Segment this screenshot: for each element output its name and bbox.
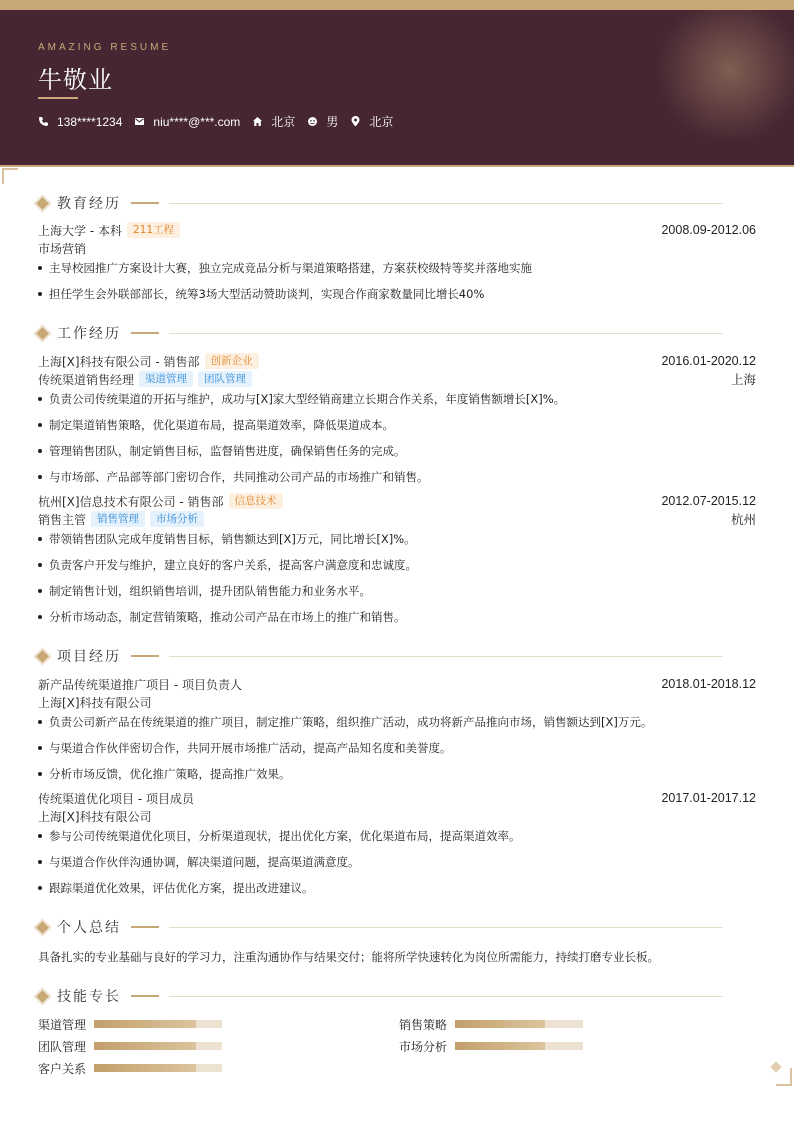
skill-bar-fill xyxy=(455,1042,545,1050)
skill-name: 渠道管理 xyxy=(38,1017,87,1032)
section-projects-heading xyxy=(36,646,723,666)
project-title: 传统渠道优化项目 - 项目成员 xyxy=(38,791,194,806)
list-item xyxy=(38,557,756,573)
work-role-row xyxy=(38,370,756,388)
skill-bar xyxy=(94,1020,222,1028)
bullet-text: 负责公司传统渠道的开拓与维护，成功与[X]家大型经销商建立长期合作关系，年度销售额增长[X]%。 xyxy=(49,392,566,406)
bullet-text: 分析市场反馈，优化推广策略，提高推广效果。 xyxy=(49,767,291,781)
skill-bar-fill xyxy=(455,1020,545,1028)
bullet-dot xyxy=(38,589,42,593)
bullet-dot xyxy=(38,746,42,750)
bullet-text: 分析市场动态，制定营销策略，推动公司产品在市场上的推广和销售。 xyxy=(49,610,406,624)
list-item xyxy=(38,854,756,870)
bullet-text: 负责公司新产品在传统渠道的推广项目，制定推广策略，组织推广活动，成功将新产品推向市场，销售额达到[X]万元。 xyxy=(49,715,653,729)
summary-text: 具备扎实的专业基础与良好的学习力，注重沟通协作与结果交付；能将所学快速转化为岗位所需能力，持续打磨专业长板。 xyxy=(38,950,659,964)
bullet-text: 制定销售计划，组织销售培训，提升团队销售能力和业务水平。 xyxy=(49,584,371,598)
skill-item xyxy=(399,1039,583,1053)
work-entry-header xyxy=(38,492,756,510)
section-skills-heading xyxy=(36,986,723,1006)
work-location: 上海 xyxy=(730,373,756,387)
diamond-icon xyxy=(36,197,49,210)
bullet-text: 与渠道合作伙伴沟通协调，解决渠道问题，提高渠道满意度。 xyxy=(49,855,360,869)
bullet-dot xyxy=(38,834,42,838)
top-accent-bar xyxy=(0,0,794,10)
work-date: 2012.07-2015.12 xyxy=(661,494,756,508)
skill-item xyxy=(38,1017,222,1031)
corner-ornament xyxy=(2,168,18,184)
skill-bar xyxy=(455,1020,583,1028)
bullet-text: 主导校园推广方案设计大赛，独立完成竞品分析与渠道策略搭建，方案获校级特等奖并落地实施 xyxy=(49,261,532,275)
bullet-text: 负责客户开发与维护，建立良好的客户关系，提高客户满意度和忠诚度。 xyxy=(49,558,417,572)
bullet-dot xyxy=(38,537,42,541)
divider xyxy=(169,203,723,204)
list-item xyxy=(38,417,756,433)
list-item xyxy=(38,469,756,485)
role-tag: 团队管理 xyxy=(198,371,252,387)
divider xyxy=(169,333,723,334)
company-tag: 创新企业 xyxy=(205,353,259,369)
bullet-dot xyxy=(38,449,42,453)
bullet-dot xyxy=(38,886,42,890)
resume-header xyxy=(0,10,794,167)
list-item xyxy=(38,740,756,756)
company: 杭州[X]信息技术有限公司 - 销售部 xyxy=(38,494,224,509)
bullet-text: 与市场部、产品部等部门密切合作，共同推动公司产品的市场推广和销售。 xyxy=(49,470,429,484)
skill-name: 团队管理 xyxy=(38,1039,87,1054)
contact-home xyxy=(252,113,295,130)
list-item xyxy=(38,286,756,302)
list-item xyxy=(38,828,756,844)
education-major-row xyxy=(38,239,756,257)
contact-home-text: 北京 xyxy=(271,115,296,129)
project-date: 2018.01-2018.12 xyxy=(661,677,756,691)
bullet-text: 制定渠道销售策略，优化渠道布局，提高渠道效率，降低渠道成本。 xyxy=(49,418,394,432)
role-tag: 销售管理 xyxy=(91,511,145,527)
list-item xyxy=(38,260,756,276)
divider xyxy=(131,332,159,334)
bullet-dot xyxy=(38,563,42,567)
work-location: 杭州 xyxy=(730,513,756,527)
skill-name: 销售策略 xyxy=(399,1017,448,1032)
bullet-text: 带领销售团队完成年度销售目标，销售额达到[X]万元，同比增长[X]%。 xyxy=(49,532,416,546)
bullet-dot xyxy=(38,860,42,864)
skill-item xyxy=(38,1039,222,1053)
section-title: 项目经历 xyxy=(57,649,121,665)
divider xyxy=(169,656,723,657)
list-item xyxy=(38,583,756,599)
section-title: 技能专长 xyxy=(57,989,121,1005)
phone-icon xyxy=(38,116,49,127)
diamond-icon xyxy=(36,921,49,934)
resume-subtitle: AMAZING RESUME xyxy=(38,42,172,53)
project-org-row xyxy=(38,807,756,825)
divider xyxy=(169,996,723,997)
skill-name: 市场分析 xyxy=(399,1039,448,1054)
work-date: 2016.01-2020.12 xyxy=(661,354,756,368)
contact-bar xyxy=(38,113,405,130)
project-org-row xyxy=(38,693,756,711)
school-tag: 211工程 xyxy=(127,222,180,238)
contact-email-text: niu****@***.com xyxy=(153,114,241,129)
list-item xyxy=(38,609,756,625)
major: 市场营销 xyxy=(38,241,87,256)
header-glow xyxy=(640,10,794,140)
mail-icon xyxy=(134,116,145,127)
gender-icon xyxy=(307,116,318,127)
bullet-dot xyxy=(38,720,42,724)
skill-bar xyxy=(455,1042,583,1050)
divider xyxy=(169,927,723,928)
skill-bar xyxy=(94,1064,222,1072)
project-entry-header xyxy=(38,675,756,693)
candidate-name: 牛敬业 xyxy=(38,66,113,94)
bullet-text: 跟踪渠道优化效果，评估优化方案，提出改进建议。 xyxy=(49,881,314,895)
diamond-icon xyxy=(36,990,49,1003)
home-icon xyxy=(252,116,263,127)
list-item xyxy=(38,391,756,407)
role: 销售主管 xyxy=(38,512,87,527)
list-item xyxy=(38,531,756,547)
skill-item xyxy=(399,1017,583,1031)
section-summary-heading xyxy=(36,917,723,937)
project-title: 新产品传统渠道推广项目 - 项目负责人 xyxy=(38,677,242,692)
section-title: 工作经历 xyxy=(57,326,121,342)
bullet-dot xyxy=(38,615,42,619)
list-item xyxy=(38,766,756,782)
skill-bar-fill xyxy=(94,1064,196,1072)
bullet-text: 与渠道合作伙伴密切合作，共同开展市场推广活动，提高产品知名度和美誉度。 xyxy=(49,741,452,755)
project-entry-header xyxy=(38,789,756,807)
section-work-heading xyxy=(36,323,723,343)
list-item xyxy=(38,443,756,459)
section-education-heading xyxy=(36,193,723,213)
work-role-row xyxy=(38,510,756,528)
project-date: 2017.01-2017.12 xyxy=(661,791,756,805)
skill-name: 客户关系 xyxy=(38,1061,87,1076)
school-degree: 上海大学 - 本科 xyxy=(38,223,122,238)
bullet-dot xyxy=(38,772,42,776)
role: 传统渠道销售经理 xyxy=(38,372,135,387)
work-entry-header xyxy=(38,352,756,370)
education-date: 2008.09-2012.06 xyxy=(661,223,756,237)
section-title: 个人总结 xyxy=(57,920,121,936)
company-tag: 信息技术 xyxy=(229,493,283,509)
header-bottom-line xyxy=(0,165,794,167)
bullet-dot xyxy=(38,292,42,296)
contact-phone xyxy=(38,115,122,129)
bullet-text: 管理销售团队，制定销售目标，监督销售进度，确保销售任务的完成。 xyxy=(49,444,406,458)
diamond-icon xyxy=(36,327,49,340)
contact-phone-text: 138****1234 xyxy=(57,114,123,129)
contact-location xyxy=(350,113,393,130)
project-org: 上海[X]科技有限公司 xyxy=(38,695,152,710)
skill-bar xyxy=(94,1042,222,1050)
project-org: 上海[X]科技有限公司 xyxy=(38,809,152,824)
role-tag: 市场分析 xyxy=(150,511,204,527)
divider xyxy=(131,655,159,657)
location-pin-icon xyxy=(350,116,361,127)
divider xyxy=(131,202,159,204)
section-title: 教育经历 xyxy=(57,196,121,212)
corner-ornament xyxy=(776,1068,792,1086)
role-tag: 渠道管理 xyxy=(139,371,193,387)
bullet-dot xyxy=(38,266,42,270)
education-entry-header xyxy=(38,221,756,239)
bullet-text: 担任学生会外联部部长，统筹3场大型活动赞助谈判，实现合作商家数量同比增长40% xyxy=(49,287,485,301)
contact-gender xyxy=(307,113,338,130)
list-item xyxy=(38,880,756,896)
list-item xyxy=(38,714,756,730)
divider xyxy=(131,995,159,997)
bullet-dot xyxy=(38,475,42,479)
name-underline xyxy=(38,97,78,99)
bullet-dot xyxy=(38,397,42,401)
contact-location-text: 北京 xyxy=(369,115,394,129)
contact-email xyxy=(134,115,240,129)
divider xyxy=(131,926,159,928)
skill-bar-fill xyxy=(94,1020,196,1028)
company: 上海[X]科技有限公司 - 销售部 xyxy=(38,354,200,369)
skill-bar-fill xyxy=(94,1042,196,1050)
bullet-dot xyxy=(38,423,42,427)
bullet-text: 参与公司传统渠道优化项目，分析渠道现状，提出优化方案，优化渠道布局，提高渠道效率。 xyxy=(49,829,521,843)
skill-item xyxy=(38,1061,222,1075)
contact-gender-text: 男 xyxy=(326,115,339,129)
diamond-icon xyxy=(36,650,49,663)
